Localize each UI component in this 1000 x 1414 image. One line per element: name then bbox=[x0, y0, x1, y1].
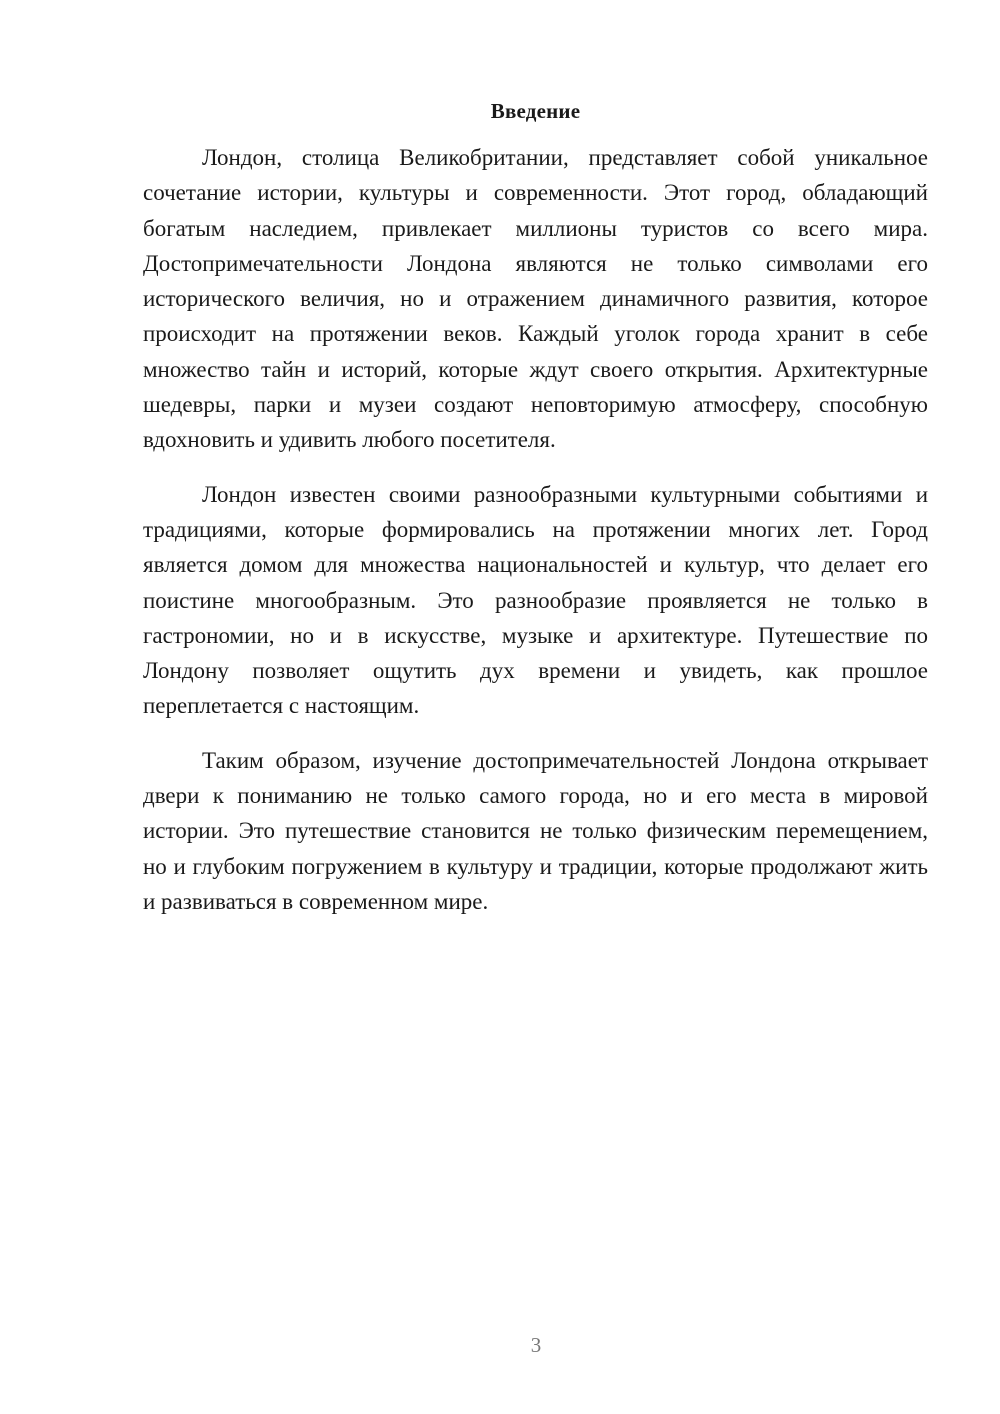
paragraph-2: Лондон известен своими разнообразными культурными событиями и традициями, которые формировались на протяжении многих лет. Город является домом для множества национальностей и культур, что делает его поистине многообразным. Это разнообразие проявляется не только в гастрономии, но и в искусстве, музыке и архитектуре. Путешествие по Лондону позволяет ощутить дух времени и увидеть, как прошлое переплетается с настоящим. bbox=[143, 481, 928, 719]
paragraph-3: Таким образом, изучение достопримечательностей Лондона открывает двери к пониманию не только самого города, но и его места в мировой истории. Это путешествие становится не только физическим перемещением, но и глубоким погружением в культуру и традиции, которые продолжают жить и развиваться в современном мире. bbox=[143, 747, 928, 914]
section-heading: Введение bbox=[490, 99, 581, 123]
paragraph-1: Лондон, столица Великобритании, представляет собой уникальное сочетание истории, культуры и современности. Этот город, обладающий богатым наследием, привлекает миллионы туристов со всего мира. Достопримечательности Лондона являются не только символами его исторического величия, но и отражением динамичного развития, которое происходит на протяжении веков. Каждый уголок города хранит в себе множество тайн и историй, которые ждут своего открытия. Архитектурные шедевры, парки и музеи создают неповторимую атмосферу, способную вдохновить и удивить любого посетителя. bbox=[143, 145, 928, 453]
page-body bbox=[143, 96, 928, 938]
page-number: 3 bbox=[530, 1333, 542, 1357]
